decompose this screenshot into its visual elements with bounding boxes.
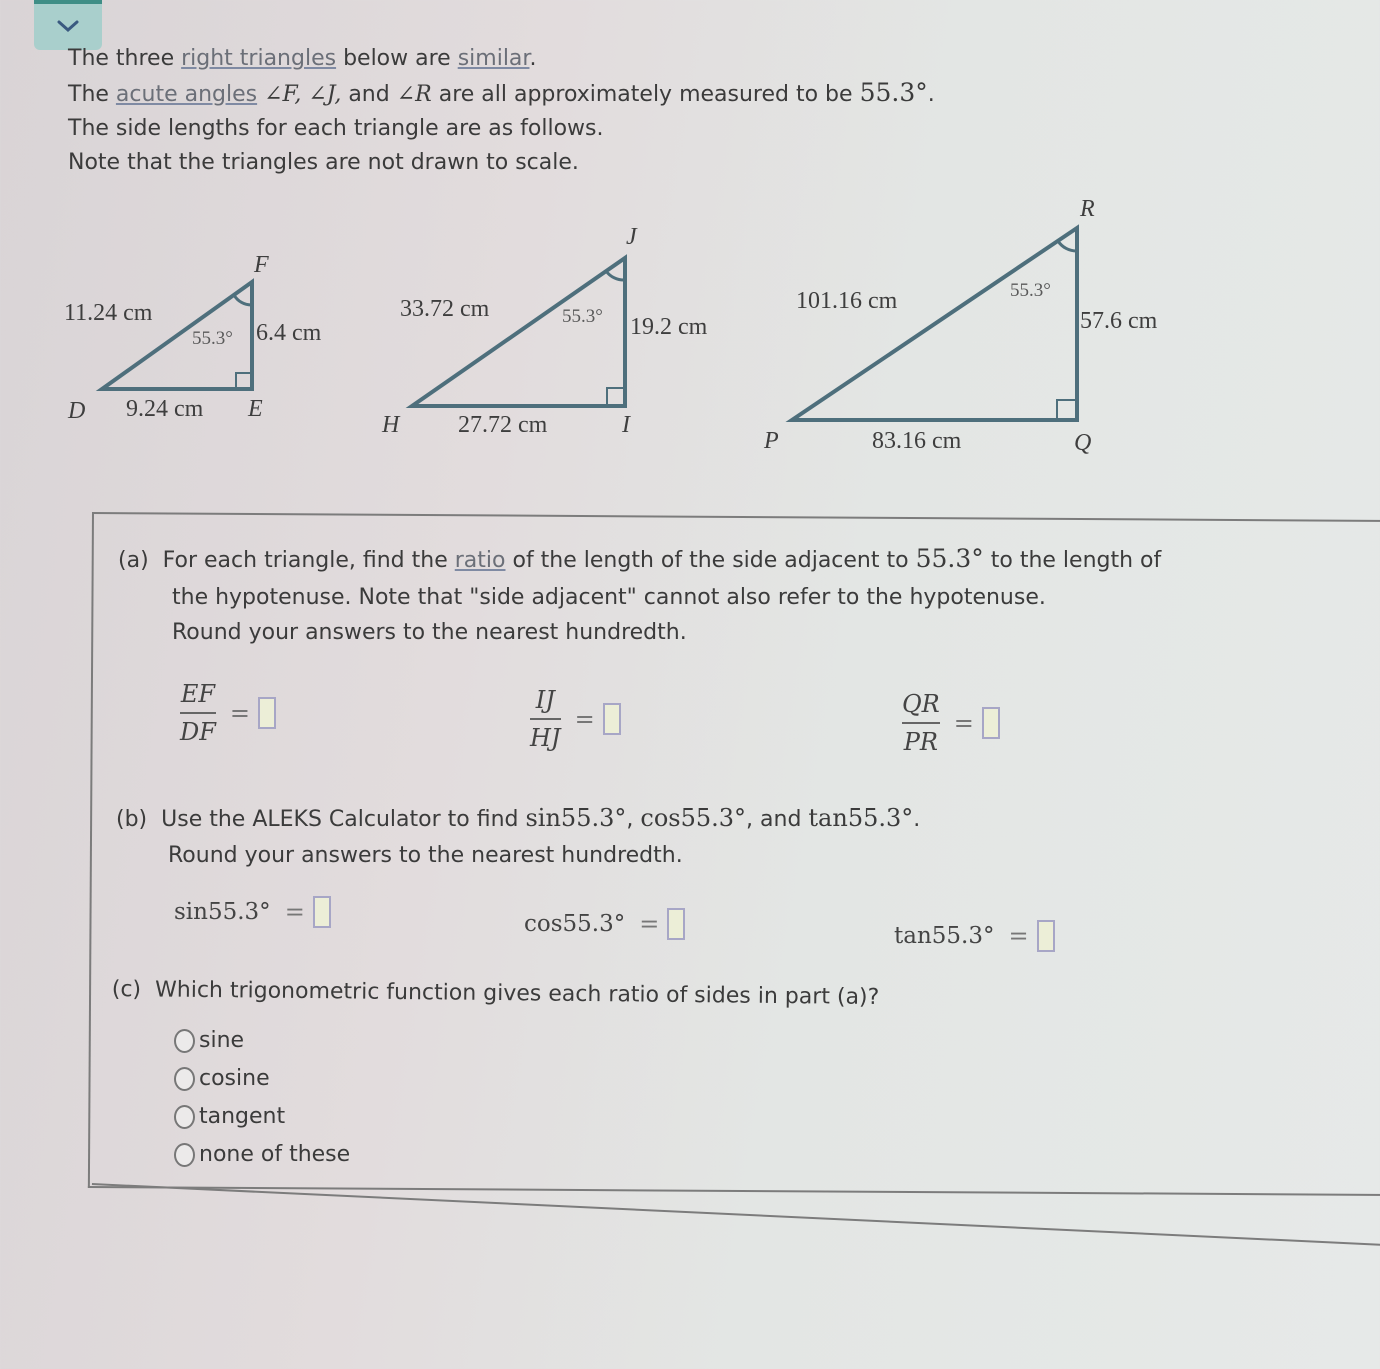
sin-answer-row: sin55.3° = (174, 896, 331, 928)
part-b-line-2: Round your answers to the nearest hundredth. (168, 843, 683, 868)
vertex-f: F (254, 252, 269, 278)
side-hi: 27.72 cm (458, 412, 548, 438)
acute-angles-link[interactable]: acute angles (115, 82, 258, 107)
vertex-i: I (622, 412, 630, 438)
vertex-r: R (1080, 196, 1095, 222)
intro-line-3: The side lengths for each triangle are as follows. (68, 116, 604, 141)
ratio-qr-pr: QR PR = (902, 690, 1000, 756)
side-pq: 83.16 cm (872, 428, 962, 454)
ratio-link[interactable]: ratio (454, 548, 506, 573)
intro-line-2: The acute angles ∠F, ∠J, and ∠R are all approximately measured to be 55.3°. (68, 78, 935, 107)
part-a-line-2: the hypotenuse. Note that "side adjacent" cannot also refer to the hypotenuse. (172, 585, 1046, 610)
ratio-qr-pr-input[interactable] (982, 707, 1000, 739)
vertex-h: H (382, 412, 400, 438)
part-a-line-3: Round your answers to the nearest hundredth. (172, 620, 687, 645)
vertex-d: D (68, 398, 86, 424)
radio-none-of-these[interactable] (174, 1143, 195, 1167)
option-tangent[interactable]: tangent (174, 1104, 285, 1129)
ratio-ef-df: EF DF = (180, 680, 276, 746)
intro-line-1: The three right triangles below are similar. (68, 46, 537, 71)
ratio-ij-hj: IJ HJ = (530, 686, 621, 752)
similar-link[interactable]: similar (457, 46, 530, 71)
side-de: 9.24 cm (126, 396, 204, 422)
radio-tangent[interactable] (174, 1105, 195, 1129)
cos-answer-row: cos55.3° = (524, 908, 685, 940)
intro-line-4: Note that the triangles are not drawn to scale. (68, 150, 579, 175)
radio-sine[interactable] (174, 1029, 195, 1053)
side-ij: 19.2 cm (630, 314, 708, 340)
vertex-e: E (248, 396, 263, 422)
option-none-of-these[interactable]: none of these (174, 1142, 350, 1167)
option-sine[interactable]: sine (174, 1028, 244, 1053)
option-cosine[interactable]: cosine (174, 1066, 270, 1091)
right-triangles-link[interactable]: right triangles (181, 46, 337, 71)
side-qr: 57.6 cm (1080, 308, 1158, 334)
tan-input[interactable] (1037, 920, 1055, 952)
ratio-ij-hj-input[interactable] (603, 703, 621, 735)
vertex-p: P (764, 428, 779, 454)
hypotenuse-df: 11.24 cm (64, 300, 153, 326)
side-ef: 6.4 cm (256, 320, 322, 346)
cos-input[interactable] (667, 908, 685, 940)
angle-f: 55.3° (192, 328, 233, 349)
radio-cosine[interactable] (174, 1067, 195, 1091)
angle-r: 55.3° (1010, 280, 1051, 301)
tan-answer-row: tan55.3° = (894, 920, 1055, 952)
hypotenuse-pr: 101.16 cm (796, 288, 898, 314)
part-b-line-1: (b) Use the ALEKS Calculator to find sin55.3°, cos55.3°, and tan55.3°. (116, 804, 921, 832)
sin-input[interactable] (313, 896, 331, 928)
vertex-j: J (626, 224, 637, 250)
part-c-question: (c) Which trigonometric function gives each ratio of sides in part (a)? (111, 976, 880, 1011)
part-a-line-1: (a) For each triangle, find the ratio of the length of the side adjacent to 55.3° to the length of (118, 544, 1162, 573)
angle-j: 55.3° (562, 306, 603, 327)
ratio-ef-df-input[interactable] (258, 697, 276, 729)
hypotenuse-hj: 33.72 cm (400, 296, 490, 322)
vertex-q: Q (1074, 430, 1092, 456)
